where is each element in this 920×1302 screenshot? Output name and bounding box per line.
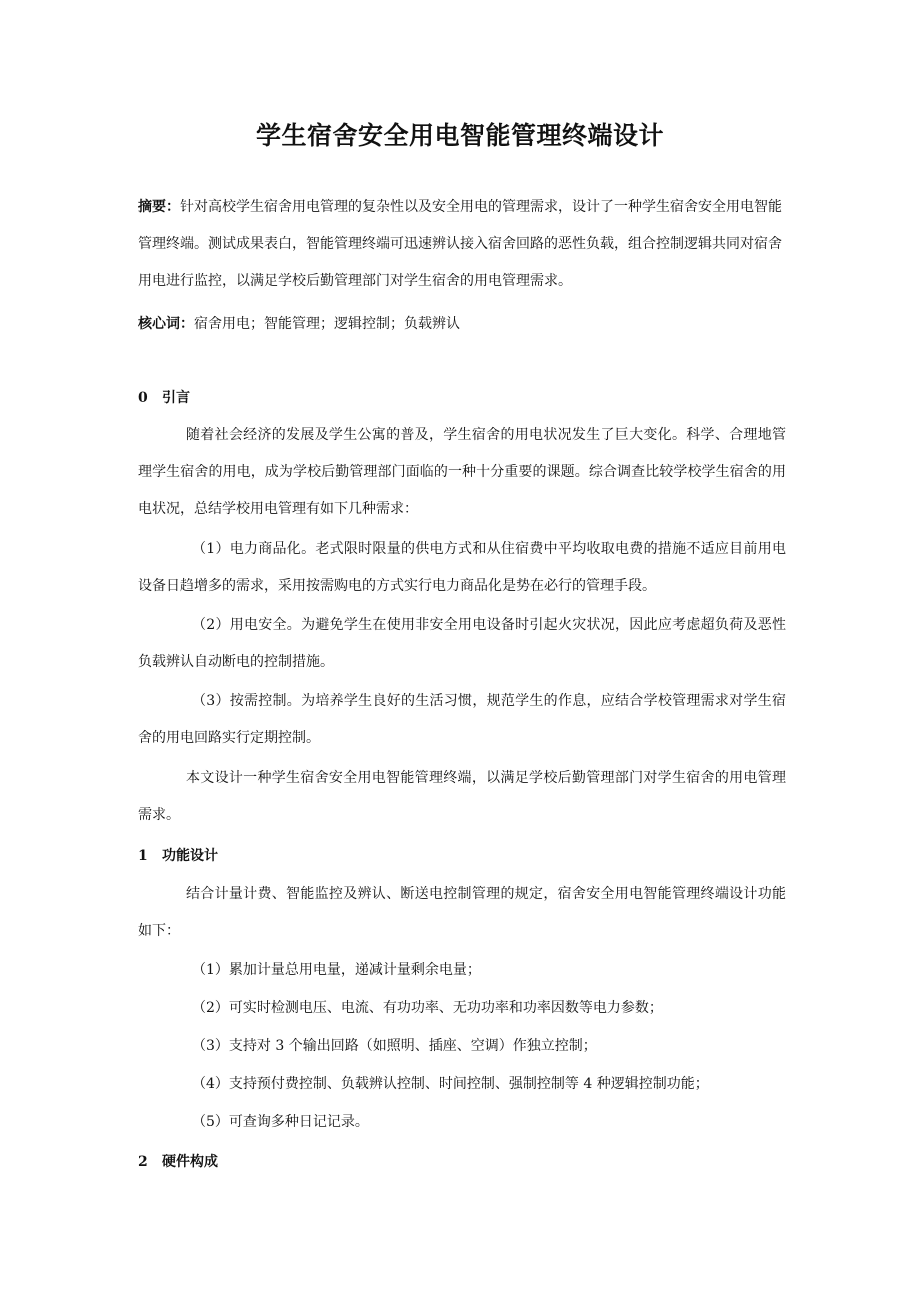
section-heading-hardware xyxy=(138,1144,786,1181)
section-heading-function-design xyxy=(138,838,786,875)
document-title: 学生宿舍安全用电智能管理终端设计 xyxy=(255,121,664,150)
section-number: 2 xyxy=(138,1154,148,1170)
keywords-label: 核心词： xyxy=(138,316,194,332)
list-item: （5）可查询多种日记记录。 xyxy=(192,1114,369,1130)
abstract-text: 针对高校学生宿舍用电管理的复杂性以及安全用电的管理需求，设计了一种学生宿舍安全用电智能管理终端。测试成果表白，智能管理终端可迅速辨认接入宿舍回路的恶性负载，组合控制逻辑共同对宿舍用电进行监控，以满足学校后勤管理部门对学生宿舍的用电管理需求。 xyxy=(138,199,782,289)
section-number: 0 xyxy=(138,390,148,406)
abstract-label: 摘要： xyxy=(138,199,180,215)
list-item: （1）电力商品化。老式限时限量的供电方式和从住宿费中平均收取电费的措施不适应目前用电设备日趋增多的需求，采用按需购电的方式实行电力商品化是势在必行的管理手段。 xyxy=(138,541,786,594)
list-item: （3）按需控制。为培养学生良好的生活习惯，规范学生的作息，应结合学校管理需求对学生宿舍的用电回路实行定期控制。 xyxy=(138,693,786,746)
list-item: （2）可实时检测电压、电流、有功功率、无功功率和功率因数等电力参数； xyxy=(192,1000,663,1016)
paragraph: 结合计量计费、智能监控及辨认、断送电控制管理的规定，宿舍安全用电智能管理终端设计功能如下： xyxy=(138,886,786,939)
paragraph: 本文设计一种学生宿舍安全用电智能管理终端，以满足学校后勤管理部门对学生宿舍的用电管理需求。 xyxy=(138,770,786,823)
keywords xyxy=(138,306,786,343)
section-heading-introduction xyxy=(138,380,786,417)
list-item: （1）累加计量总用电量，递减计量剩余电量； xyxy=(192,962,481,978)
section-title: 硬件构成 xyxy=(162,1154,218,1170)
list-item: （2）用电安全。为避免学生在使用非安全用电设备时引起火灾状况，因此应考虑超负荷及恶性负载辨认自动断电的控制措施。 xyxy=(138,617,786,670)
keywords-text: 宿舍用电；智能管理；逻辑控制；负载辨认 xyxy=(194,316,460,332)
section-number: 1 xyxy=(138,848,148,864)
list-item: （4）支持预付费控制、负载辨认控制、时间控制、强制控制等 4 种逻辑控制功能； xyxy=(192,1076,709,1092)
list-item: （3）支持对 3 个输出回路（如照明、插座、空调）作独立控制； xyxy=(192,1038,597,1054)
paragraph: 随着社会经济的发展及学生公寓的普及，学生宿舍的用电状况发生了巨大变化。科学、合理地管理学生宿舍的用电，成为学校后勤管理部门面临的一种十分重要的课题。综合调查比较学校学生宿舍的用电状况，总结学校用电管理有如下几种需求： xyxy=(138,427,786,517)
section-title: 功能设计 xyxy=(162,848,218,864)
section-title: 引言 xyxy=(162,390,190,406)
abstract xyxy=(138,189,786,300)
